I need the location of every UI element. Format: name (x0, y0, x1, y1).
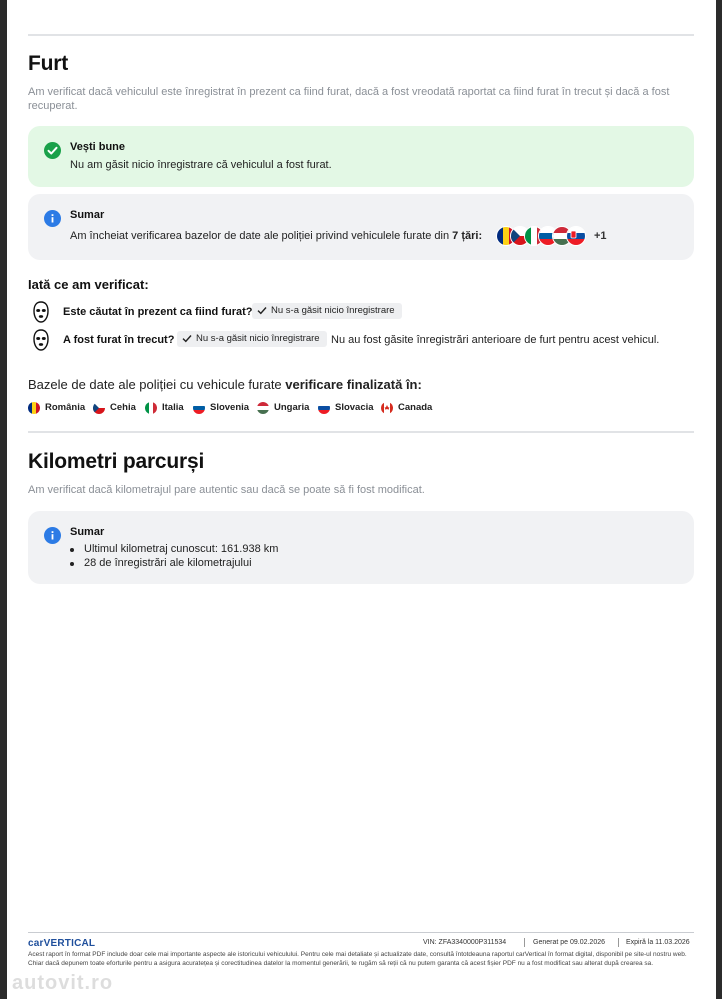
status-chip-past-label: Nu s-a găsit nicio înregistrare (196, 333, 320, 344)
summary-country-count: 7 țări (452, 230, 479, 242)
more-countries-count: +1 (594, 230, 607, 242)
theft-summary-card (28, 194, 694, 260)
footer-disclaimer: Acest raport în format PDF include doar cele mai importante aspecte ale istoricului vehiculului. Pentru cele mai detaliate și actualizate date, consultă întotdeauna raportul carVertical în format digital, disponibil pe site-ul nostru web. Chiar dacă depunem toate eforturile pentru a asigura acuratețea și corectitudinea datelor la momentul generării, te rugăm să reții că nu putem garanta că acest fișier PDF nu a fost modificat sau alterat după crearea sa. (28, 951, 687, 967)
mileage-bullet-text: 28 de înregistrări ale kilometrajului (84, 557, 252, 569)
footer-separator (618, 938, 619, 947)
footer-vin: VIN: ZFA3340000P311534 (423, 939, 507, 946)
slovenia-flag-icon (193, 402, 205, 414)
section-divider (28, 431, 694, 433)
mileage-lead: Am verificat dacă kilometrajul pare autentic sau dacă se poate să fi fost modificat. (28, 484, 425, 496)
good-news-text: Nu am găsit nicio înregistrare că vehiculul a fost furat. (70, 159, 332, 171)
watermark: autovit.ro (12, 972, 114, 994)
romania-flag-icon (28, 402, 40, 414)
info-icon (44, 210, 61, 227)
balaclava-icon (32, 329, 50, 351)
footer-expiry-date: Expiră la 11.03.2026 (626, 939, 690, 946)
country-label: România (45, 402, 86, 413)
good-news-title: Vești bune (70, 141, 126, 153)
footer-separator (524, 938, 525, 947)
footer-divider (28, 932, 694, 933)
info-icon (44, 527, 61, 544)
check-row-past (28, 329, 694, 353)
theft-lead: Am verificat dacă vehiculul este înregistrat în prezent ca fiind furat, dacă a fost vreodată raportat ca fiind furat în trecut și dacă a fost recuperat. (28, 86, 670, 112)
slovakia-flag-icon (318, 402, 330, 414)
summary-text-pre: Am încheiat verificarea bazelor de date ale poliției privind vehiculele furate din (70, 230, 453, 242)
theft-summary-text (70, 230, 482, 242)
theft-summary-title: Sumar (70, 209, 105, 221)
country-list (28, 401, 694, 415)
country-label: Canada (398, 402, 433, 413)
canada-flag-icon (381, 402, 393, 414)
slovakia-flag-icon (566, 226, 586, 246)
czech-flag-icon (93, 402, 105, 414)
check-row-current (28, 301, 694, 325)
footer-generated-date: Generat pe 09.02.2026 (533, 939, 606, 946)
status-chip-past (177, 331, 327, 347)
checked-heading: Iată ce am verificat: (28, 277, 149, 292)
country-label: Ungaria (274, 402, 310, 413)
balaclava-icon (32, 301, 50, 323)
mileage-summary-title: Sumar (70, 526, 105, 538)
left-edge (0, 0, 7, 999)
theft-title: Furt (28, 52, 69, 75)
mileage-bullet-text: Ultimul kilometraj cunoscut: 161.938 km (84, 543, 279, 555)
mileage-summary-card (28, 511, 694, 584)
question-current-theft: Este căutat în prezent ca fiind furat? (63, 306, 253, 318)
status-chip-current (252, 303, 402, 319)
country-label: Slovenia (210, 402, 250, 413)
mileage-title: Kilometri parcurși (28, 450, 205, 473)
good-news-card (28, 126, 694, 187)
question-past-theft: A fost furat în trecut? (63, 334, 175, 346)
country-flags-stack (496, 226, 596, 246)
section-divider (28, 34, 694, 36)
country-label: Italia (162, 402, 184, 413)
check-circle-icon (44, 142, 61, 159)
summary-colon: : (478, 230, 483, 242)
past-theft-note: Nu au fost găsite înregistrări anterioare de furt pentru acest vehicul. (331, 334, 660, 346)
databases-line (28, 377, 422, 392)
country-label: Cehia (110, 402, 136, 413)
status-chip-current-label: Nu s-a găsit nicio înregistrare (271, 305, 395, 316)
databases-line-pre: Bazele de date ale poliției cu vehicule furate (28, 377, 286, 392)
databases-line-bold: verificare finalizată în: (285, 377, 422, 392)
hungary-flag-icon (257, 402, 269, 414)
check-icon (257, 306, 267, 315)
check-icon (182, 334, 192, 343)
italy-flag-icon (145, 402, 157, 414)
country-label: Slovacia (335, 402, 374, 413)
right-edge (716, 0, 722, 999)
carvertical-logo: carVERTICAL (28, 938, 96, 949)
